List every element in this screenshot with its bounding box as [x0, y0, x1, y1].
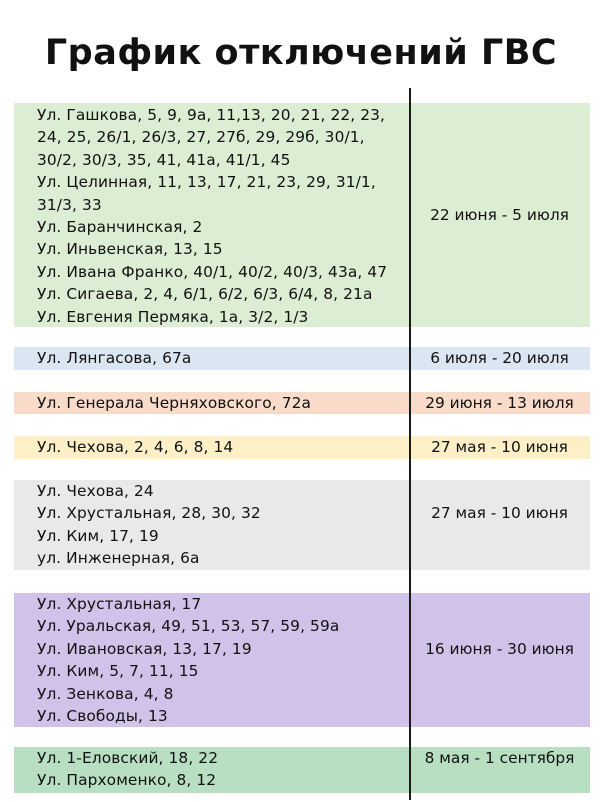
address-line: 31/3, 33 [37, 195, 102, 214]
address-line: Ул. Уральская, 49, 51, 53, 57, 59, 59а [37, 617, 340, 636]
group-row-5 [14, 593, 590, 727]
address-line: Ул. Чехова, 24 [37, 482, 154, 500]
column-divider [409, 88, 411, 800]
outage-dates: 22 июня - 5 июля [430, 206, 569, 224]
page-title: График отключений ГВС [44, 33, 558, 73]
address-line: Ул. Евгения Пермяка, 1а, 3/2, 1/3 [37, 307, 309, 326]
address-line: Ул. Ким, 17, 19 [37, 526, 159, 545]
address-line: Ул. Баранчинская, 2 [37, 217, 203, 236]
address-line: Ул. Лянгасова, 67а [37, 349, 192, 367]
address-line: Ул. Ивановская, 13, 17, 19 [37, 639, 252, 658]
address-line: Ул. Свободы, 13 [37, 706, 168, 725]
address-list [37, 593, 407, 727]
address-line: Ул. Ивана Франко, 40/1, 40/2, 40/3, 43а, 47 [37, 262, 388, 281]
address-line: 24, 25, 26/1, 26/3, 27, 27б, 29, 29б, 30/1, [37, 128, 365, 147]
group-row-1 [14, 347, 590, 370]
address-line: Ул. Генерала Черняховского, 72а [37, 394, 312, 412]
schedule-table [14, 88, 590, 798]
address-list [37, 347, 407, 369]
outage-dates: 16 июня - 30 июня [425, 640, 574, 658]
group-row-4 [14, 480, 590, 570]
address-line: Ул. Хрустальная, 17 [37, 595, 202, 613]
address-line: Ул. Гашкова, 5, 9, 9а, 11,13, 20, 21, 22, 23, [37, 106, 385, 124]
address-line: Ул. Сигаева, 2, 4, 6/1, 6/2, 6/3, 6/4, 8, 21а [37, 285, 373, 304]
address-line: ул. Инженерная, 6а [37, 549, 200, 568]
group-row-6 [14, 747, 590, 793]
address-line: Ул. Целинная, 11, 13, 17, 21, 23, 29, 31/1, [37, 173, 376, 192]
address-list [37, 436, 407, 458]
address-line: Ул. Зенкова, 4, 8 [37, 684, 174, 703]
outage-dates: 27 мая - 10 июня [431, 504, 568, 522]
group-row-0 [14, 103, 590, 327]
address-line: Ул. Пархоменко, 8, 12 [37, 771, 217, 790]
address-line: Ул. Иньвенская, 13, 15 [37, 240, 223, 259]
address-line: Ул. Хрустальная, 28, 30, 32 [37, 504, 261, 523]
outage-dates: 29 июня - 13 июля [425, 394, 574, 412]
address-line: Ул. 1-Еловский, 18, 22 [37, 749, 219, 767]
address-list [37, 480, 407, 570]
address-list [37, 747, 407, 792]
address-list [37, 104, 407, 328]
address-line: 30/2, 30/3, 35, 41, 41а, 41/1, 45 [37, 150, 291, 169]
address-line: Ул. Чехова, 2, 4, 6, 8, 14 [37, 438, 234, 456]
outage-dates: 6 июля - 20 июля [430, 349, 569, 367]
outage-dates: 27 мая - 10 июня [431, 438, 568, 456]
address-line: Ул. Ким, 5, 7, 11, 15 [37, 662, 199, 681]
outage-dates: 8 мая - 1 сентября [424, 749, 575, 767]
group-row-3 [14, 436, 590, 459]
group-row-2 [14, 392, 590, 414]
address-list [37, 392, 407, 414]
